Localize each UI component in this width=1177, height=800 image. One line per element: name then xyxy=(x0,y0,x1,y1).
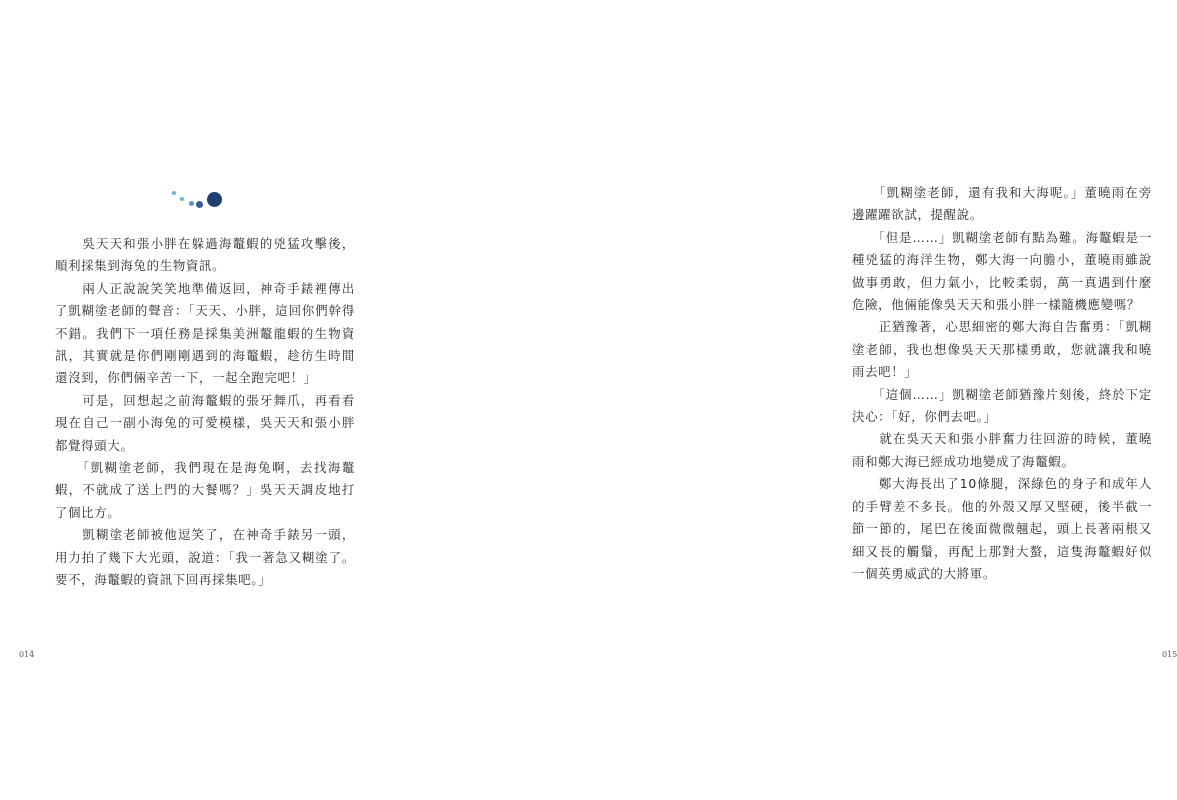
blue-dots-ornament-icon xyxy=(170,188,240,214)
paragraph: 「凱糊塗老師，還有我和大海呢。」董曉雨在旁邊躍躍欲試，提醒說。 xyxy=(852,185,1152,223)
right-page-text xyxy=(852,182,1152,585)
paragraph: 「凱糊塗老師，我們現在是海兔啊，去找海鼇蝦，不就成了送上門的大餐嗎？」吳天天調皮地打了個比方。 xyxy=(55,460,355,520)
paragraph: 「但是……」凱糊塗老師有點為難。海鼇蝦是一種兇猛的海洋生物，鄭大海一向膽小，董曉雨雖說做事勇敢，但力氣小，比較柔弱，萬一真遇到什麼危險，他倆能像吳天天和張小胖一樣隨機應變嗎？ xyxy=(852,229,1152,313)
paragraph: 吳天天和張小胖在躲過海鼇蝦的兇猛攻擊後，順利採集到海兔的生物資訊。 xyxy=(55,236,355,274)
paragraph: 凱糊塗老師被他逗笑了，在神奇手錶另一頭，用力拍了幾下大光頭，說道：「我一著急又糊塗了。要不，海鼇蝦的資訊下回再採集吧。」 xyxy=(55,527,355,588)
dot-icon xyxy=(196,201,203,208)
right-page xyxy=(400,0,1177,800)
left-page xyxy=(0,0,400,800)
page-number: 015 xyxy=(1162,650,1177,659)
paragraph: 就在吳天天和張小胖奮力往回游的時候，董曉雨和鄭大海已經成功地變成了海鼇蝦。 xyxy=(852,431,1152,469)
paragraph: 正猶豫著，心思細密的鄭大海自告奮勇：「凱糊塗老師，我也想像吳天天那樣勇敢，您就讓我和曉雨去吧！」 xyxy=(852,319,1152,380)
paragraph: 兩人正說說笑笑地準備返回，神奇手錶裡傳出了凱糊塗老師的聲音：「天天、小胖，這回你們幹得不錯。我們下一項任務是採集美洲鼇龍蝦的生物資訊，其實就是你們剛剛遇到的海鼇蝦，趁彷生時間還沒到，你們倆辛苦一下，一起全跑完吧！」 xyxy=(55,280,355,386)
dot-icon xyxy=(172,191,176,195)
paragraph: 鄭大海長出了10條腿，深綠色的身子和成年人的手臂差不多長。他的外殼又厚又堅硬，後半截一節一節的，尾巴在後面微微翹起，頭上長著兩根又細又長的觸鬚，再配上那對大螯，這隻海鼇蝦好似一個英勇威武的大將軍。 xyxy=(852,476,1152,581)
dot-icon xyxy=(180,197,184,201)
paragraph: 可是，回想起之前海鼇蝦的張牙舞爪，再看看現在自己一副小海兔的可愛模樣，吳天天和張小胖都覺得頭大。 xyxy=(55,392,355,453)
page-number: 014 xyxy=(19,650,35,659)
dot-icon xyxy=(207,192,222,207)
dot-icon xyxy=(189,201,194,206)
left-page-text xyxy=(55,233,355,592)
paragraph: 「這個……」凱糊塗老師猶豫片刻後，終於下定決心：「好，你們去吧。」 xyxy=(852,386,1152,425)
